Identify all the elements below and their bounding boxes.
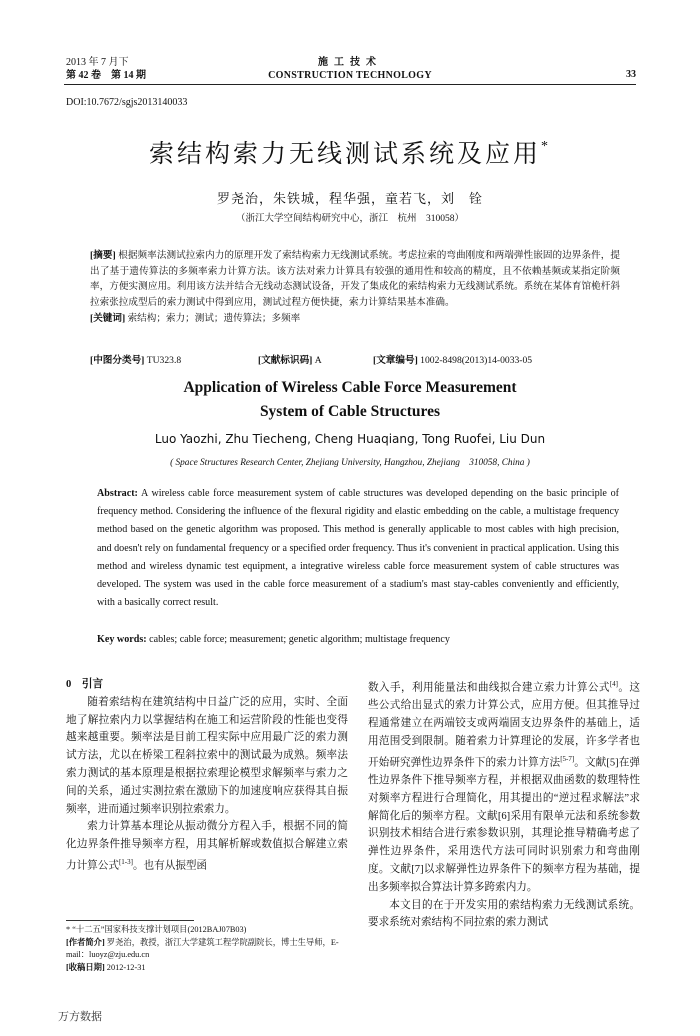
english-affiliation: ( Space Structures Research Center, Zhejiang University, Hangzhou, Zhejiang 310058, China ) (170, 458, 530, 468)
document-code (258, 352, 322, 366)
english-keywords-label: Key words: (97, 634, 147, 645)
english-abstract-text: A wireless cable force measurement system of cable structures was developed depending on the basic principle of frequency method. Considering the influence of the flexural rigidity and elastic embedding on the cable, a multistage frequency method based on the genetic algorithm was proposed. This method is generally applicable to most cables with high precision, and doesn't rely on fundamental frequency or a specified order frequency. Thus it's convenient in practical application. Using this method and wireless dynamic test equipment, a integrative wireless cable force measurement system of cable structures was developed. The system was used in the cable force measurement of a stadium's mast stay-cables conveniently and efficiently, with a basically correct result. (97, 488, 619, 609)
right-text-a: 数入手，利用能量法和曲线拟合建立索力计算公式 (368, 682, 610, 694)
intro-paragraph-3: 本文目的在于开发实用的索结构索力无线测试系统。要求系统对索结构不同拉索的索力测试 (368, 899, 640, 929)
chinese-authors: 罗尧治，朱铁城，程华强，童若飞，刘 铨 (216, 191, 483, 206)
chinese-keywords-label: [关键词] (90, 312, 126, 324)
english-title (0, 376, 700, 424)
citation-5-7: [5-7] (560, 754, 575, 763)
clc-number (90, 352, 181, 366)
english-abstract-label: Abstract: (97, 488, 138, 499)
english-keywords-text: cables; cable force; measurement; genetic algorithm; multistage frequency (149, 634, 450, 645)
chinese-abstract-text: 根据频率法测试拉索内力的原理开发了索结构索力无线测试系统。考虑拉索的弯曲刚度和两端弹性嵌固的边界条件，提出了基于遗传算法的多频率索力计算方法。该方法对索力计算具有较强的通用性和较高的精度，且不依赖基频或某指定阶频率，方便实测应用。利用该方法并结合无线动态测试设备，开发了集成化的索结构索力无线测试系统。系统在某体育馆桅杆斜拉索张拉成型后的索力测试中得到应用，测试过程方便快捷，索力计算结果基本准确。 (90, 250, 621, 309)
journal-name-en: CONSTRUCTION TECHNOLOGY (268, 70, 432, 81)
right-text-c: 。文献[5]在弹性边界条件下推导频率方程，并根据双曲函数的数理特性对频率方程进行合理简化，用其提出的“逆过程求解法”求解简化后的频率方程。文献[6]采用有限单元法和系统参数识别技术相结合进行索参数识别，其理论推导精确考虑了弹性边界条件，采用迭代方法可同时识别索力和弯曲刚度。文献[7]以求解弹性边界条件下的频率方程为基础，提出多频率拟合算法计算多跨索内力。 (368, 757, 641, 893)
intro-paragraph-2-tail: 。也有从振型函 (132, 860, 208, 872)
chinese-affiliation: （浙江大学空间结构研究中心，浙江 杭州 310058） (235, 214, 464, 224)
fund-note: * “十二五”国家科技支撑计划项目(2012BAJ07B03) (66, 925, 247, 934)
received-date (66, 962, 350, 975)
journal-name (0, 56, 700, 82)
article-number (373, 352, 532, 366)
footnote (66, 924, 350, 974)
english-authors: Luo Yaozhi, Zhu Tiecheng, Cheng Huaqiang, Tong Ruofei, Liu Dun (154, 432, 546, 446)
document-code-label: [文献标识码] (258, 355, 313, 366)
chinese-abstract-label: [摘要] (90, 250, 116, 261)
author-bio-text: 罗尧治，教授，浙江大学建筑工程学院副院长，博士生导师，E-mail：luoyz@zju.edu.cn (66, 937, 339, 960)
doi: DOI:10.7672/sgjs2013140033 (66, 97, 188, 108)
english-abstract (97, 485, 619, 612)
journal-name-cn: 施工技术 (318, 57, 382, 68)
issue-volume: 第 42 卷 第 14 期 (66, 70, 146, 81)
header-rule (64, 84, 636, 85)
english-title-line2: System of Cable Structures (259, 403, 441, 420)
author-bio (66, 937, 350, 962)
clc-label: [中图分类号] (90, 355, 145, 366)
watermark: 万方数据 (58, 1010, 102, 1023)
intro-paragraph-2-cont (368, 676, 640, 897)
chinese-keywords-text: 索结构；索力；测试；遗传算法；多频率 (127, 312, 301, 324)
author-bio-label: [作者简介] (66, 937, 105, 947)
body-left-column (66, 676, 348, 875)
document-code-value: A (314, 355, 322, 366)
clc-value: TU323.8 (146, 355, 182, 366)
english-keywords (97, 634, 619, 645)
body-right-column (368, 676, 640, 932)
received-date-label: [收稿日期] (66, 962, 105, 972)
received-date-value: 2012-12-31 (106, 962, 146, 972)
page-number: 33 (626, 69, 636, 80)
right-text-b: 。这些公式给出显式的索力计算公式，应用方便。但其推导过程通常建立在两端铰支或两端固支边界条件的基础上，适用范围受到限制。随着索力计算理论的发展，许多学者也开始研究弹性边界条件下的索力计算方法 (368, 682, 641, 769)
chinese-abstract (90, 248, 620, 327)
intro-paragraph-2 (66, 818, 348, 875)
citation-1-3: [1-3] (118, 857, 133, 866)
section-heading-introduction: 0 引言 (66, 679, 104, 690)
intro-paragraph-1: 随着索结构在建筑结构中日益广泛的应用，实时、全面地了解拉索内力以掌握结构在施工和运营阶段的性能也变得越来越重要。频率法是目前工程实际中应用最广泛的索力测试方法，尤以在桥梁工程斜拉索中的测试最为成熟。频率法索力测试的基本原理是根据拉索理论模型求解频率与索力之间的关系，通过实测拉索在激励下的加速度响应获得其自振频率，进而通过频率识别拉索索力。 (66, 696, 348, 815)
citation-4: [4] (609, 680, 619, 688)
issue-date: 2013 年 7 月下 (66, 57, 129, 68)
intro-paragraph-2-text: 索力计算基本理论从振动微分方程入手，根据不同的简化边界条件推导频率方程，用其解析解或数值拟合解建立索力计算公式 (66, 821, 348, 872)
article-number-value: 1002-8498(2013)14-0033-05 (420, 355, 533, 366)
chinese-title (0, 134, 700, 170)
chinese-title-text: 索结构索力无线测试系统及应用 (148, 141, 541, 168)
title-footnote-mark: * (541, 139, 551, 154)
english-title-line1: Application of Wireless Cable Force Measurement (183, 379, 517, 396)
article-number-label: [文章编号] (373, 355, 418, 366)
footnote-rule (66, 920, 194, 921)
